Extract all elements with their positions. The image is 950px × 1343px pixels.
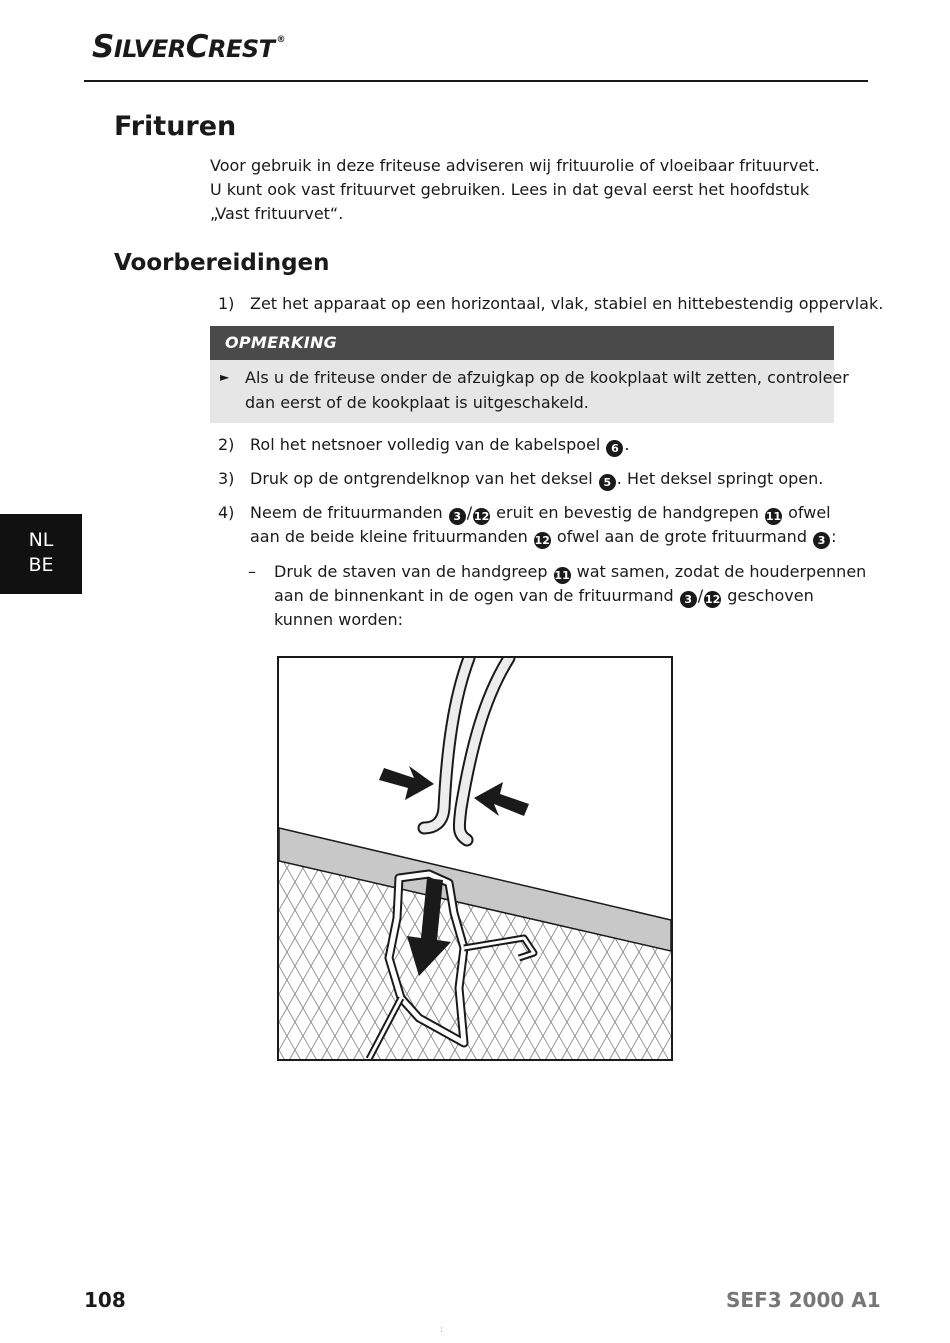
note-text: Als u de friteuse onder de afzuigkap op de kookplaat wilt zetten, controleer dan eerst of de kookplaat is uitgeschakeld. [245,368,849,412]
part-number-badge: 3 [449,508,466,525]
region-code: BE [28,554,54,576]
paragraph-line: U kunt ook vast frituurvet gebruiken. Lees in dat geval eerst het hoofdstuk [210,180,810,199]
part-number-badge: 6 [606,440,623,457]
handle-mounting-illustration [277,656,673,1061]
part-number-badge: 12 [534,534,550,547]
paragraph-line: „Vast frituurvet“. [210,204,344,223]
part-number-badge: 5 [599,474,616,491]
part-number-badge: 12 [473,510,490,523]
part-number-badge: 11 [554,569,570,582]
brand-logo: SILVERCREST ® [92,29,285,65]
section-title-frituren: Frituren [114,111,237,142]
note-heading: OPMERKING [210,326,834,360]
step-number: 1) [218,294,235,313]
triangle-bullet-icon: ► [220,370,230,384]
part-number-badge: 11 [765,510,782,523]
part-number-badge: 3 [813,532,830,549]
part-number-badge: 12 [704,593,721,606]
footer-mark: : [440,1325,444,1335]
model-number: SEF3 2000 A1 [726,1288,881,1312]
language-tab [0,514,82,594]
illustration-svg [279,658,671,1059]
header-rule [84,80,868,82]
dash-bullet: – [248,562,256,581]
frituren-paragraph [210,154,850,226]
lang-code: NL [28,529,54,551]
section-title-voorbereidingen: Voorbereidingen [114,250,330,276]
paragraph-line: Voor gebruik in deze friteuse adviseren wij frituurolie of vloeibaar frituurvet. [210,156,820,175]
step-text: Zet het apparaat op een horizontaal, vlak, stabiel en hittebestendig oppervlak. [250,294,884,313]
arrow-right-icon [379,766,434,800]
arrow-left-icon [474,782,529,816]
part-number-badge: 3 [680,591,697,608]
page-number: 108 [84,1288,126,1312]
note-body [210,360,849,423]
